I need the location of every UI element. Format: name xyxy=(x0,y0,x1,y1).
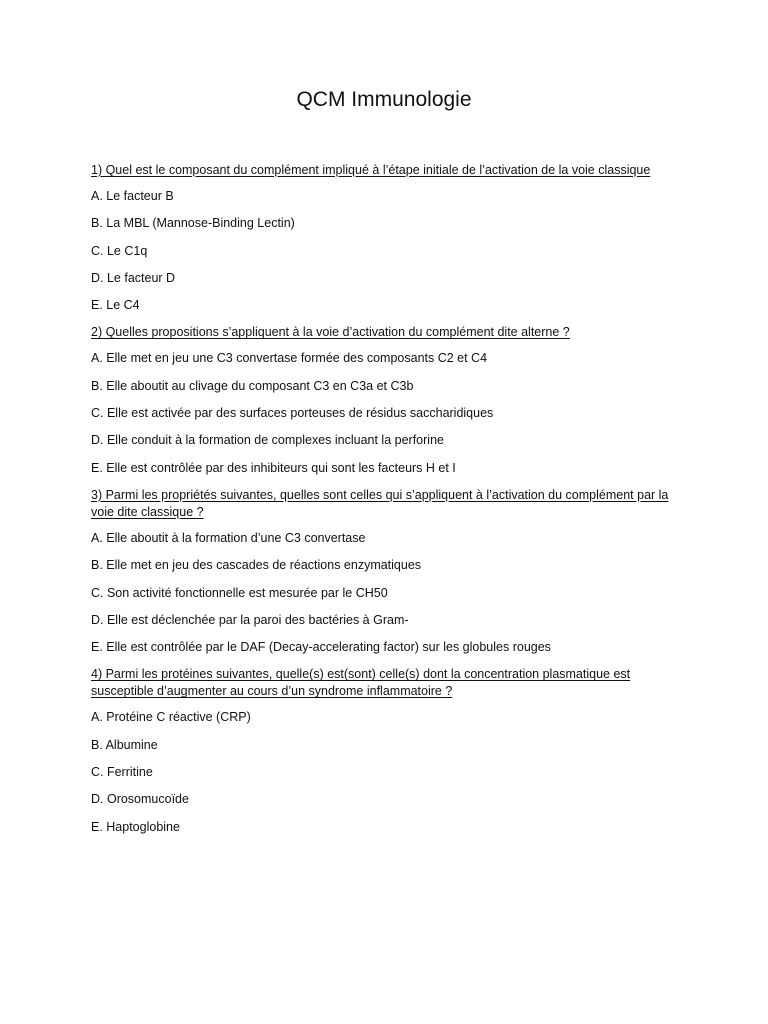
question-1-option-b: B. La MBL (Mannose-Binding Lectin) xyxy=(91,216,295,231)
question-2-option-e: E. Elle est contrôlée par des inhibiteurs qui sont les facteurs H et I xyxy=(91,460,456,475)
question-2-option-c: C. Elle est activée par des surfaces porteuses de résidus saccharidiques xyxy=(91,406,494,421)
question-3-option-d: D. Elle est déclenchée par la paroi des bactéries à Gram- xyxy=(91,612,409,627)
questions-list xyxy=(91,162,691,846)
question-4-text: 4) Parmi les protéines suivantes, quelle(s) est(sont) celle(s) dont la concentration plasmatique est susceptible d’augmenter au cours d’un syndrome inflammatoire ? xyxy=(91,667,631,699)
question-1-option-a: A. Le facteur B xyxy=(91,189,174,203)
question-3-option-c: C. Son activité fonctionnelle est mesurée par le CH50 xyxy=(91,585,388,600)
question-3-option-b: B. Elle met en jeu des cascades de réactions enzymatiques xyxy=(91,558,422,573)
question-2-option-d: D. Elle conduit à la formation de complexes incluant la perforine xyxy=(91,433,444,448)
question-1-text: 1) Quel est le composant du complément impliqué à l’étape initiale de l’activation de la voie classique xyxy=(91,163,651,177)
question-4-option-a: A. Protéine C réactive (CRP) xyxy=(91,710,251,725)
question-4-option-c: C. Ferritine xyxy=(91,765,153,780)
question-4-option-d: D. Orosomucoïde xyxy=(91,792,189,807)
question-3-text: 3) Parmi les propriétés suivantes, quelles sont celles qui s’appliquent à l’activation du complément par la voie dite classique ? xyxy=(91,487,669,519)
question-1-option-d: D. Le facteur D xyxy=(91,270,176,285)
question-3-option-e: E. Elle est contrôlée par le DAF (Decay-accelerating factor) sur les globules rouges xyxy=(91,640,551,655)
question-1-option-e: E. Le C4 xyxy=(91,298,140,313)
question-block-3 xyxy=(91,487,691,656)
question-2-text: 2) Quelles propositions s’appliquent à la voie d’activation du complément dite alterne ? xyxy=(91,325,570,340)
page-title: QCM Immunologie xyxy=(296,88,472,111)
question-1-option-c: C. Le C1q xyxy=(91,243,148,258)
question-block-2 xyxy=(91,324,691,476)
question-3-option-a: A. Elle aboutit à la formation d’une C3 convertase xyxy=(91,530,366,545)
question-2-option-a: A. Elle met en jeu une C3 convertase formée des composants C2 et C4 xyxy=(91,351,488,366)
question-4-option-b: B. Albumine xyxy=(91,737,158,752)
question-block-4 xyxy=(91,666,691,835)
question-block-1 xyxy=(91,162,691,314)
question-2-option-b: B. Elle aboutit au clivage du composant C3 en C3a et C3b xyxy=(91,378,414,393)
question-4-option-e: E. Haptoglobine xyxy=(91,819,180,834)
